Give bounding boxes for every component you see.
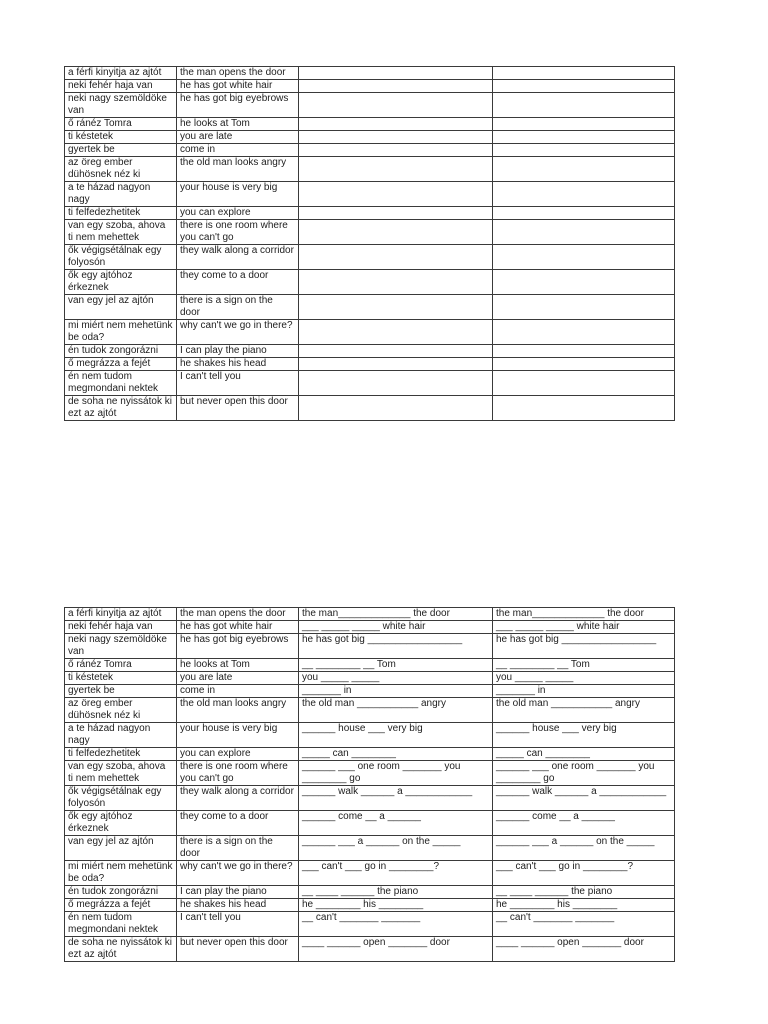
- english-cell: the old man looks angry: [177, 157, 299, 182]
- table-row: [65, 899, 675, 912]
- hungarian-cell: van egy jel az ajtón: [65, 295, 177, 320]
- table-row: [65, 659, 675, 672]
- english-cell: you are late: [177, 131, 299, 144]
- gap-fill-cell: [493, 131, 675, 144]
- gap-fill-cell: ______ come __ a ______: [493, 811, 675, 836]
- hungarian-cell: ők végigsétálnak egy folyosón: [65, 245, 177, 270]
- gap-fill-cell: [493, 207, 675, 220]
- table-row: [65, 345, 675, 358]
- english-cell: they walk along a corridor: [177, 786, 299, 811]
- english-cell: there is one room where you can't go: [177, 220, 299, 245]
- gap-fill-cell: _______ in: [299, 685, 493, 698]
- gap-fill-cell: [299, 320, 493, 345]
- gap-fill-cell: ______ ___ a ______ on the _____: [493, 836, 675, 861]
- hungarian-cell: ő megrázza a fejét: [65, 358, 177, 371]
- english-cell: there is a sign on the door: [177, 836, 299, 861]
- table-row: [65, 634, 675, 659]
- hungarian-cell: én nem tudom megmondani nektek: [65, 912, 177, 937]
- gap-fill-cell: [493, 80, 675, 93]
- hungarian-cell: van egy szoba, ahova ti nem mehettek: [65, 220, 177, 245]
- english-cell: there is a sign on the door: [177, 295, 299, 320]
- table-row: [65, 836, 675, 861]
- hungarian-cell: az öreg ember dühösnek néz ki: [65, 157, 177, 182]
- english-cell: they walk along a corridor: [177, 245, 299, 270]
- table-row: [65, 608, 675, 621]
- gap-fill-cell: [493, 118, 675, 131]
- hungarian-cell: ő ránéz Tomra: [65, 659, 177, 672]
- gap-fill-cell: [299, 131, 493, 144]
- gap-fill-cell: ____ ______ open _______ door: [493, 937, 675, 962]
- gap-fill-cell: he ________ his ________: [493, 899, 675, 912]
- english-cell: he looks at Tom: [177, 659, 299, 672]
- english-cell: come in: [177, 685, 299, 698]
- table-row: [65, 912, 675, 937]
- gap-fill-cell: [299, 207, 493, 220]
- gap-fill-cell: ___ can't ___ go in ________?: [299, 861, 493, 886]
- gap-fill-cell: [299, 118, 493, 131]
- vocabulary-table-gap-fill-body: [65, 608, 675, 962]
- table-row: [65, 220, 675, 245]
- gap-fill-cell: [493, 93, 675, 118]
- gap-fill-cell: [493, 358, 675, 371]
- gap-fill-cell: ______ ___ one room _______ you ________ go: [493, 761, 675, 786]
- gap-fill-cell: [493, 396, 675, 421]
- gap-fill-cell: ______ come __ a ______: [299, 811, 493, 836]
- gap-fill-cell: [299, 245, 493, 270]
- english-cell: he shakes his head: [177, 899, 299, 912]
- gap-fill-cell: [493, 270, 675, 295]
- gap-fill-cell: the man_____________ the door: [299, 608, 493, 621]
- gap-fill-cell: [493, 320, 675, 345]
- gap-fill-cell: [299, 345, 493, 358]
- gap-fill-cell: [493, 144, 675, 157]
- english-cell: the old man looks angry: [177, 698, 299, 723]
- hungarian-cell: én nem tudom megmondani nektek: [65, 371, 177, 396]
- hungarian-cell: ti késtetek: [65, 672, 177, 685]
- gap-fill-cell: he has got big _________________: [493, 634, 675, 659]
- gap-fill-cell: [493, 67, 675, 80]
- gap-fill-cell: ______ walk ______ a ____________: [299, 786, 493, 811]
- hungarian-cell: ők végigsétálnak egy folyosón: [65, 786, 177, 811]
- vocabulary-table-blank-body: [65, 67, 675, 421]
- table-row: [65, 157, 675, 182]
- gap-fill-cell: _______ in: [493, 685, 675, 698]
- vocabulary-table-blank: [64, 66, 675, 421]
- gap-fill-cell: [493, 182, 675, 207]
- gap-fill-cell: [493, 245, 675, 270]
- gap-fill-cell: [299, 270, 493, 295]
- hungarian-cell: mi miért nem mehetünk be oda?: [65, 861, 177, 886]
- english-cell: he has got white hair: [177, 80, 299, 93]
- table-row: [65, 761, 675, 786]
- gap-fill-cell: ______ walk ______ a ____________: [493, 786, 675, 811]
- table-row: [65, 861, 675, 886]
- english-cell: why can't we go in there?: [177, 861, 299, 886]
- hungarian-cell: az öreg ember dühösnek néz ki: [65, 698, 177, 723]
- hungarian-cell: a férfi kinyitja az ajtót: [65, 67, 177, 80]
- gap-fill-cell: he has got big _________________: [299, 634, 493, 659]
- gap-fill-cell: [299, 358, 493, 371]
- table-row: [65, 685, 675, 698]
- english-cell: the man opens the door: [177, 67, 299, 80]
- gap-fill-cell: [493, 157, 675, 182]
- table-row: [65, 182, 675, 207]
- gap-fill-cell: __ can't _______ _______: [299, 912, 493, 937]
- table-row: [65, 320, 675, 345]
- gap-fill-cell: [299, 371, 493, 396]
- gap-fill-cell: [299, 67, 493, 80]
- table-row: [65, 358, 675, 371]
- english-cell: there is one room where you can't go: [177, 761, 299, 786]
- gap-fill-cell: _____ can ________: [493, 748, 675, 761]
- hungarian-cell: mi miért nem mehetünk be oda?: [65, 320, 177, 345]
- gap-fill-cell: [493, 345, 675, 358]
- table-row: [65, 371, 675, 396]
- hungarian-cell: én tudok zongorázni: [65, 345, 177, 358]
- gap-fill-cell: [493, 371, 675, 396]
- gap-fill-cell: ____ ______ open _______ door: [299, 937, 493, 962]
- gap-fill-cell: [299, 144, 493, 157]
- table-row: [65, 723, 675, 748]
- hungarian-cell: gyertek be: [65, 144, 177, 157]
- english-cell: you are late: [177, 672, 299, 685]
- gap-fill-cell: [299, 93, 493, 118]
- table-row: [65, 270, 675, 295]
- table-row: [65, 93, 675, 118]
- gap-fill-cell: ______ house ___ very big: [299, 723, 493, 748]
- table-row: [65, 245, 675, 270]
- gap-fill-cell: [299, 157, 493, 182]
- hungarian-cell: neki nagy szemöldöke van: [65, 93, 177, 118]
- english-cell: he has got white hair: [177, 621, 299, 634]
- hungarian-cell: a te házad nagyon nagy: [65, 723, 177, 748]
- gap-fill-cell: __ can't _______ _______: [493, 912, 675, 937]
- gap-fill-cell: __ ________ __ Tom: [493, 659, 675, 672]
- english-cell: he shakes his head: [177, 358, 299, 371]
- hungarian-cell: a te házad nagyon nagy: [65, 182, 177, 207]
- table-row: [65, 131, 675, 144]
- table-row: [65, 207, 675, 220]
- gap-fill-cell: __ ____ ______ the piano: [493, 886, 675, 899]
- table-row: [65, 937, 675, 962]
- gap-fill-cell: ___ can't ___ go in ________?: [493, 861, 675, 886]
- vocabulary-table-gap-fill: [64, 607, 675, 962]
- hungarian-cell: de soha ne nyissátok ki ezt az ajtót: [65, 937, 177, 962]
- english-cell: they come to a door: [177, 811, 299, 836]
- gap-fill-cell: [299, 295, 493, 320]
- gap-fill-cell: ___ _____ _____ white hair: [493, 621, 675, 634]
- hungarian-cell: ő ránéz Tomra: [65, 118, 177, 131]
- gap-fill-cell: [299, 396, 493, 421]
- hungarian-cell: ők egy ajtóhoz érkeznek: [65, 811, 177, 836]
- english-cell: you can explore: [177, 748, 299, 761]
- english-cell: he has got big eyebrows: [177, 634, 299, 659]
- gap-fill-cell: you _____ _____: [493, 672, 675, 685]
- gap-fill-cell: __ ____ ______ the piano: [299, 886, 493, 899]
- english-cell: your house is very big: [177, 182, 299, 207]
- gap-fill-cell: [493, 220, 675, 245]
- gap-fill-cell: the old man ___________ angry: [299, 698, 493, 723]
- english-cell: he looks at Tom: [177, 118, 299, 131]
- gap-fill-cell: ______ ___ a ______ on the _____: [299, 836, 493, 861]
- gap-fill-cell: [493, 295, 675, 320]
- english-cell: but never open this door: [177, 396, 299, 421]
- gap-fill-cell: __ ________ __ Tom: [299, 659, 493, 672]
- table-row: [65, 811, 675, 836]
- english-cell: I can't tell you: [177, 371, 299, 396]
- hungarian-cell: a férfi kinyitja az ajtót: [65, 608, 177, 621]
- table-row: [65, 786, 675, 811]
- english-cell: but never open this door: [177, 937, 299, 962]
- hungarian-cell: neki nagy szemöldöke van: [65, 634, 177, 659]
- hungarian-cell: ti felfedezhetitek: [65, 207, 177, 220]
- gap-fill-cell: the man_____________ the door: [493, 608, 675, 621]
- gap-fill-cell: [299, 220, 493, 245]
- gap-fill-cell: the old man ___________ angry: [493, 698, 675, 723]
- hungarian-cell: én tudok zongorázni: [65, 886, 177, 899]
- english-cell: I can't tell you: [177, 912, 299, 937]
- table-row: [65, 672, 675, 685]
- gap-fill-cell: [299, 80, 493, 93]
- table-row: [65, 118, 675, 131]
- hungarian-cell: de soha ne nyissátok ki ezt az ajtót: [65, 396, 177, 421]
- gap-fill-cell: you _____ _____: [299, 672, 493, 685]
- english-cell: the man opens the door: [177, 608, 299, 621]
- hungarian-cell: neki fehér haja van: [65, 80, 177, 93]
- gap-fill-cell: ______ house ___ very big: [493, 723, 675, 748]
- table-row: [65, 396, 675, 421]
- table-row: [65, 748, 675, 761]
- english-cell: your house is very big: [177, 723, 299, 748]
- table-row: [65, 621, 675, 634]
- hungarian-cell: van egy jel az ajtón: [65, 836, 177, 861]
- table-row: [65, 295, 675, 320]
- gap-fill-cell: he ________ his ________: [299, 899, 493, 912]
- english-cell: come in: [177, 144, 299, 157]
- table-row: [65, 67, 675, 80]
- gap-fill-cell: _____ can ________: [299, 748, 493, 761]
- english-cell: I can play the piano: [177, 886, 299, 899]
- english-cell: he has got big eyebrows: [177, 93, 299, 118]
- hungarian-cell: van egy szoba, ahova ti nem mehettek: [65, 761, 177, 786]
- table-row: [65, 80, 675, 93]
- english-cell: you can explore: [177, 207, 299, 220]
- hungarian-cell: ti késtetek: [65, 131, 177, 144]
- gap-fill-cell: [299, 182, 493, 207]
- hungarian-cell: ő megrázza a fejét: [65, 899, 177, 912]
- gap-fill-cell: ______ ___ one room _______ you ________ go: [299, 761, 493, 786]
- english-cell: why can't we go in there?: [177, 320, 299, 345]
- table-row: [65, 886, 675, 899]
- gap-fill-cell: ___ _____ _____ white hair: [299, 621, 493, 634]
- hungarian-cell: gyertek be: [65, 685, 177, 698]
- hungarian-cell: ők egy ajtóhoz érkeznek: [65, 270, 177, 295]
- english-cell: they come to a door: [177, 270, 299, 295]
- english-cell: I can play the piano: [177, 345, 299, 358]
- hungarian-cell: ti felfedezhetitek: [65, 748, 177, 761]
- table-row: [65, 698, 675, 723]
- hungarian-cell: neki fehér haja van: [65, 621, 177, 634]
- table-row: [65, 144, 675, 157]
